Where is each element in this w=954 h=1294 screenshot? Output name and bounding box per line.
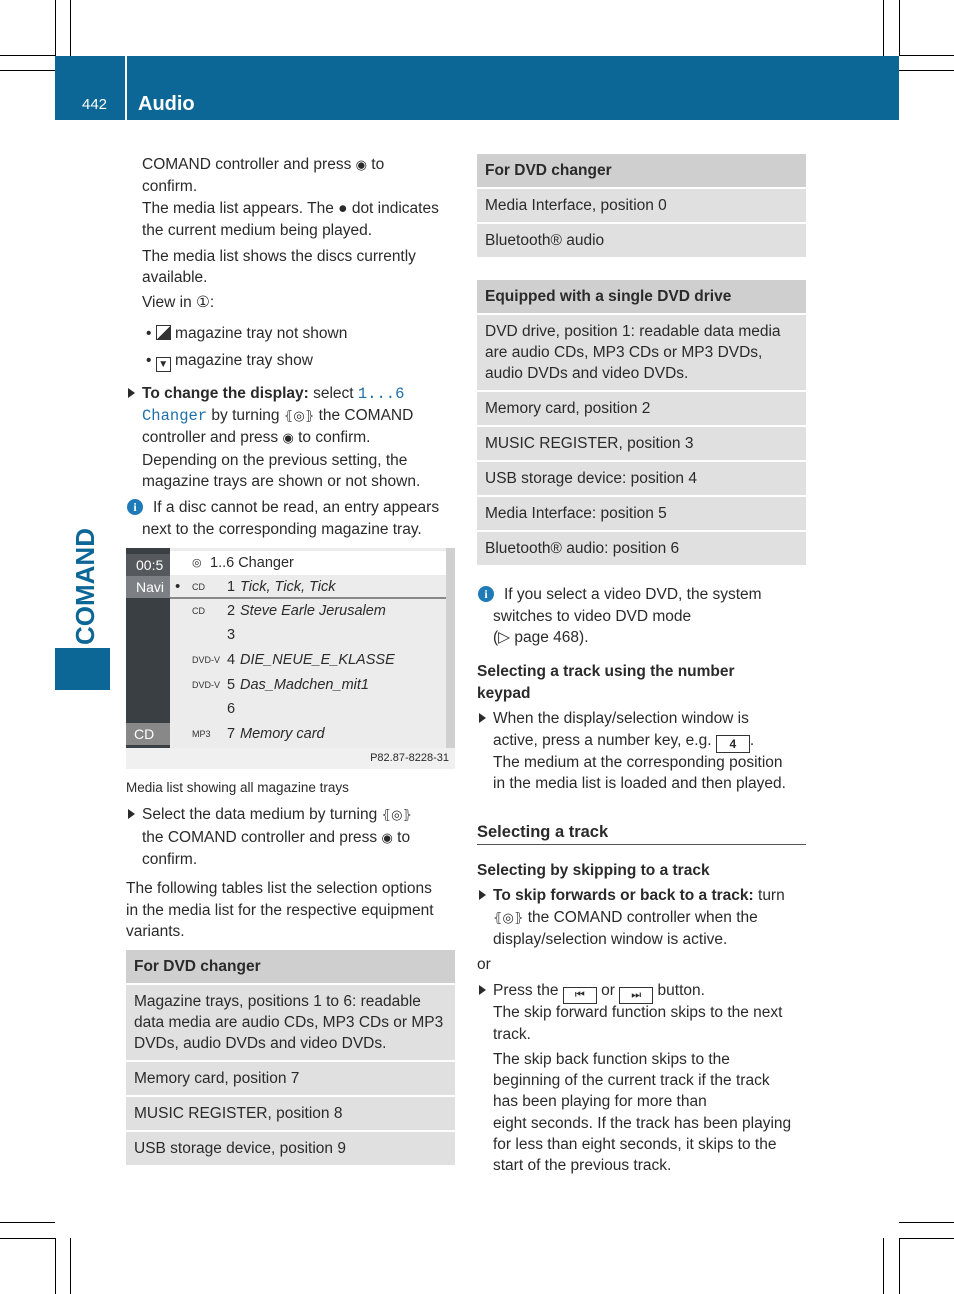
text-line: the current medium being played. <box>142 222 373 239</box>
crop-mark <box>883 0 884 56</box>
text-line: active, press a number key, e.g. 4 . <box>493 732 755 751</box>
header-divider <box>125 56 127 120</box>
text-line: The skip back function skips to the <box>493 1051 730 1068</box>
active-dot-icon: • <box>175 579 181 595</box>
crop-mark <box>55 0 56 56</box>
tray-hidden-icon <box>156 325 171 340</box>
crop-mark <box>899 55 954 56</box>
text-line: Select the data medium by turning ⦃◎⦄ <box>142 804 412 826</box>
subheading: keypad <box>477 685 531 702</box>
step-arrow-icon <box>128 809 135 819</box>
table-header: For DVD changer <box>126 950 455 983</box>
subheading: Selecting a track using the number <box>477 663 735 680</box>
disc-icon: ◎ <box>192 557 202 569</box>
info-icon: i <box>127 499 143 515</box>
single-dvd-table <box>477 278 806 567</box>
bullet-item: • magazine tray not shown <box>146 325 348 342</box>
press-icon: ◉ <box>355 157 367 172</box>
text-line: eight seconds. If the track has been playing <box>493 1115 792 1132</box>
text-line: next to the corresponding magazine tray. <box>142 521 422 538</box>
text-line: ⦃◎⦄ the COMAND controller when the <box>493 907 758 929</box>
text-line: The media list appears. The ● dot indicates <box>142 200 439 217</box>
table-cell: Memory card, position 7 <box>126 1062 455 1095</box>
number-key-icon: 4 <box>716 735 750 753</box>
skip-back-icon: ⏮ <box>563 987 597 1004</box>
turn-controller-icon: ⦃◎⦄ <box>381 807 412 822</box>
dvd-changer-table-2 <box>477 152 806 259</box>
screen-row: • CD 1 Tick, Tick, Tick <box>170 575 446 599</box>
text-line: track. <box>493 1026 531 1043</box>
crop-mark <box>899 0 900 56</box>
screen-cd-label: CD <box>126 723 170 745</box>
table-header: Equipped with a single DVD drive <box>477 280 806 313</box>
heading-rule <box>477 844 806 845</box>
crop-mark <box>899 70 954 71</box>
crop-mark <box>0 1222 55 1223</box>
side-tab-label: COMAND <box>70 528 100 645</box>
screen-row: MP3 7 Memory card <box>192 726 325 742</box>
table-cell: Magazine trays, positions 1 to 6: readable data media are audio CDs, MP3 CDs or MP3 DVDs, audio DVDs and video DVDs. <box>126 985 455 1060</box>
text-line: (▷ page 468). <box>493 629 589 646</box>
turn-controller-icon: ⦃◎⦄ <box>493 910 524 925</box>
crop-mark <box>899 1238 900 1294</box>
page-header <box>55 56 899 120</box>
section-heading: Selecting a track <box>477 823 609 841</box>
press-icon: ◉ <box>381 830 393 845</box>
step-arrow-icon <box>128 388 135 398</box>
figure-caption: Media list showing all magazine trays <box>126 780 349 795</box>
text-line: To change the display: select 1...6 <box>142 385 405 403</box>
crop-mark <box>899 1238 954 1239</box>
subheading: Selecting by skipping to a track <box>477 862 710 879</box>
text-line: available. <box>142 269 208 286</box>
press-icon: ◉ <box>282 430 294 445</box>
text-line: confirm. <box>142 851 198 868</box>
crop-mark <box>0 55 55 56</box>
text-line: The media list shows the discs currently <box>142 248 416 265</box>
text-line: The medium at the corresponding position <box>493 754 783 771</box>
text-line: in the media list is loaded and then played. <box>493 775 786 792</box>
table-cell: Media Interface: position 5 <box>477 497 806 530</box>
text-line: The following tables list the selection options <box>126 880 432 897</box>
text-line: start of the previous track. <box>493 1157 672 1174</box>
crop-mark <box>883 1238 884 1294</box>
crop-mark <box>70 1238 71 1294</box>
text-line: display/selection window is active. <box>493 931 728 948</box>
text-line: variants. <box>126 923 185 940</box>
screen-row: CD 2 Steve Earle Jerusalem <box>192 603 386 619</box>
table-cell: Bluetooth® audio: position 6 <box>477 532 806 565</box>
skip-forward-icon: ⏭ <box>619 987 653 1004</box>
info-icon: i <box>478 586 494 602</box>
section-title: Audio <box>138 93 195 115</box>
crop-mark <box>70 0 71 56</box>
screen-header-row: ◎ 1..6 Changer <box>170 551 446 575</box>
text-line: When the display/selection window is <box>493 710 749 727</box>
text-line: If a disc cannot be read, an entry appears <box>153 499 440 516</box>
screen-row: DVD-V 5 Das_Madchen_mit1 <box>192 677 369 693</box>
text-line: in the media list for the respective equipment <box>126 902 434 919</box>
text-line: If you select a video DVD, the system <box>504 586 762 603</box>
media-list-screenshot <box>126 548 455 769</box>
text-line: or <box>477 956 491 973</box>
crop-mark <box>899 1222 954 1223</box>
screen-row: 6 <box>227 701 236 717</box>
crop-mark <box>0 70 55 71</box>
screen-navi-label: Navi <box>126 576 170 598</box>
text-line: switches to video DVD mode <box>493 608 692 625</box>
text-line: the COMAND controller and press ◉ to <box>142 827 410 849</box>
side-tab-marker <box>55 648 110 690</box>
table-cell: Media Interface, position 0 <box>477 189 806 222</box>
text-line: magazine trays are shown or not shown. <box>142 473 421 490</box>
table-cell: USB storage device, position 9 <box>126 1132 455 1165</box>
text-line: The skip forward function skips to the next <box>493 1004 783 1021</box>
screen-row: DVD-V 4 DIE_NEUE_E_KLASSE <box>192 652 395 668</box>
table-cell: Bluetooth® audio <box>477 224 806 257</box>
text-line: To skip forwards or back to a track: turn <box>493 887 785 904</box>
crop-mark <box>55 1238 56 1294</box>
step-arrow-icon <box>479 985 486 995</box>
crop-mark <box>0 1238 55 1239</box>
text-line: Press the ⏮ or ⏭ button. <box>493 980 705 1004</box>
turn-controller-icon: ⦃◎⦄ <box>283 408 315 423</box>
page-number: 442 <box>82 96 108 113</box>
text-line: Changer by turning ⦃◎⦄ the COMAND <box>142 407 414 425</box>
bullet-item: • ▼ magazine tray show <box>146 352 313 370</box>
text-line: beginning of the current track if the track <box>493 1072 770 1089</box>
table-cell: MUSIC REGISTER, position 8 <box>126 1097 455 1130</box>
tray-shown-icon: ▼ <box>156 357 171 372</box>
step-arrow-icon <box>479 713 486 723</box>
dvd-changer-table <box>126 948 455 1167</box>
text-line: for less than eight seconds, it skips to the <box>493 1136 777 1153</box>
table-cell: USB storage device: position 4 <box>477 462 806 495</box>
text-line: Depending on the previous setting, the <box>142 452 408 469</box>
screen-media-list <box>170 548 446 748</box>
text-line: COMAND controller and press ◉ to <box>142 154 384 176</box>
table-header: For DVD changer <box>477 154 806 187</box>
text-line: View in ①: <box>142 294 215 311</box>
screen-scrollbar <box>446 548 455 748</box>
table-cell: DVD drive, position 1: readable data media are audio CDs, MP3 CDs or MP3 DVDs, audio DVDs and video DVDs. <box>477 315 806 390</box>
screen-time: 00:5 <box>126 554 170 576</box>
table-cell: Memory card, position 2 <box>477 392 806 425</box>
text-line: controller and press ◉ to confirm. <box>142 427 370 449</box>
step-arrow-icon <box>479 890 486 900</box>
text-line: has been playing for more than <box>493 1093 707 1110</box>
table-cell: MUSIC REGISTER, position 3 <box>477 427 806 460</box>
screen-row: 3 <box>227 627 236 643</box>
figure-code: P82.87-8228-31 <box>126 748 455 769</box>
text-line: confirm. <box>142 178 198 195</box>
